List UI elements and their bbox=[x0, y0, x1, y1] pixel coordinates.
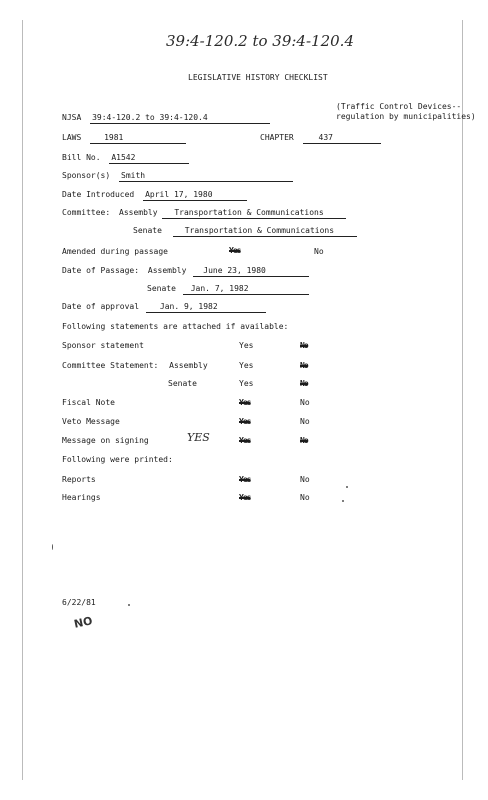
committee-statement-label: Committee Statement: bbox=[62, 361, 159, 370]
committee-statement-senate-label: Senate bbox=[168, 379, 197, 388]
approval-row bbox=[62, 302, 266, 313]
fiscal-note-no: No bbox=[300, 398, 310, 407]
stamp: NO bbox=[72, 614, 94, 631]
sponsor-statement-yes: Yes bbox=[239, 341, 254, 350]
chapter-label: CHAPTER bbox=[260, 133, 294, 142]
sponsor-row bbox=[62, 171, 293, 182]
committee-label: Committee: bbox=[62, 208, 111, 217]
scan-speck bbox=[52, 544, 53, 550]
njsa-row bbox=[62, 113, 270, 124]
scan-speck bbox=[128, 604, 130, 606]
laws-value: 1981 bbox=[90, 133, 186, 144]
bill-value: A1542 bbox=[109, 153, 189, 164]
bill-label: Bill No. bbox=[62, 153, 101, 162]
message-on-signing-yes-struck: Yes bbox=[239, 436, 251, 445]
sponsor-statement-label: Sponsor statement bbox=[62, 341, 144, 350]
veto-message-label: Veto Message bbox=[62, 417, 120, 426]
committee-statement-senate-yes: Yes bbox=[239, 379, 254, 388]
veto-message-no: No bbox=[300, 417, 310, 426]
passage-senate-label: Senate bbox=[147, 284, 176, 293]
njsa-label: NJSA bbox=[62, 113, 82, 122]
njsa-value: 39:4-120.2 to 39:4-120.4 bbox=[90, 113, 270, 124]
message-on-signing-handwritten: YES bbox=[187, 431, 210, 444]
bill-row bbox=[62, 153, 189, 164]
scan-speck bbox=[346, 486, 348, 488]
passage-senate-value: Jan. 7, 1982 bbox=[183, 284, 309, 295]
subject-line-1: (Traffic Control Devices-- bbox=[336, 102, 462, 111]
left-edge-line bbox=[22, 20, 23, 780]
date-introduced-label: Date Introduced bbox=[62, 190, 135, 199]
passage-assembly-row bbox=[62, 266, 309, 277]
fiscal-note-label: Fiscal Note bbox=[62, 398, 115, 407]
fiscal-note-yes-struck: Yes bbox=[239, 398, 251, 407]
reports-label: Reports bbox=[62, 475, 96, 484]
sponsor-label: Sponsor(s) bbox=[62, 171, 111, 180]
committee-statement-senate-no-struck: No bbox=[300, 379, 308, 388]
committee-statement-assembly-no-struck: No bbox=[300, 361, 308, 370]
footer-date: 6/22/81 bbox=[62, 598, 96, 607]
date-introduced-value: April 17, 1980 bbox=[143, 190, 247, 201]
approval-value: Jan. 9, 1982 bbox=[146, 302, 266, 313]
sponsor-value: Smith bbox=[119, 171, 293, 182]
amended-label: Amended during passage bbox=[62, 247, 168, 256]
committee-assembly-row bbox=[62, 208, 346, 219]
passage-assembly-label: Assembly bbox=[147, 266, 187, 275]
committee-statement-row bbox=[62, 361, 208, 370]
passage-label: Date of Passage: bbox=[62, 266, 140, 275]
amended-yes: Yes bbox=[229, 246, 241, 255]
passage-senate-row bbox=[147, 284, 309, 295]
message-on-signing-no-struck: No bbox=[300, 436, 308, 445]
right-edge-line bbox=[462, 20, 463, 780]
chapter-row bbox=[260, 133, 381, 144]
page-title: LEGISLATIVE HISTORY CHECKLIST bbox=[188, 73, 328, 82]
passage-assembly-value: June 23, 1980 bbox=[193, 266, 309, 277]
scan-speck bbox=[342, 500, 344, 502]
hearings-label: Hearings bbox=[62, 493, 101, 502]
committee-senate-row bbox=[133, 226, 357, 237]
committee-statement-assembly-yes: Yes bbox=[239, 361, 254, 370]
amended-no: No bbox=[314, 247, 324, 256]
committee-assembly-value: Transportation & Communications bbox=[162, 208, 346, 219]
hearings-no: No bbox=[300, 493, 310, 502]
printed-heading: Following were printed: bbox=[62, 455, 173, 464]
laws-row bbox=[62, 133, 186, 144]
hearings-yes-struck: Yes bbox=[239, 493, 251, 502]
handwritten-header: 39:4-120.2 to 39:4-120.4 bbox=[166, 32, 354, 50]
committee-senate-label: Senate bbox=[133, 226, 162, 235]
sponsor-statement-no-struck: No bbox=[300, 341, 308, 350]
attached-heading: Following statements are attached if available: bbox=[62, 322, 289, 331]
approval-label: Date of approval bbox=[62, 302, 140, 311]
reports-yes-struck: Yes bbox=[239, 475, 251, 484]
veto-message-yes-struck: Yes bbox=[239, 417, 251, 426]
subject-line-2: regulation by municipalities) bbox=[336, 112, 476, 121]
committee-assembly-label: Assembly bbox=[119, 208, 158, 217]
chapter-value: 437 bbox=[303, 133, 381, 144]
message-on-signing-label: Message on signing bbox=[62, 436, 149, 445]
laws-label: LAWS bbox=[62, 133, 82, 142]
committee-senate-value: Transportation & Communications bbox=[173, 226, 357, 237]
date-introduced-row bbox=[62, 190, 247, 201]
reports-no: No bbox=[300, 475, 310, 484]
committee-statement-assembly-label: Assembly bbox=[169, 361, 208, 370]
